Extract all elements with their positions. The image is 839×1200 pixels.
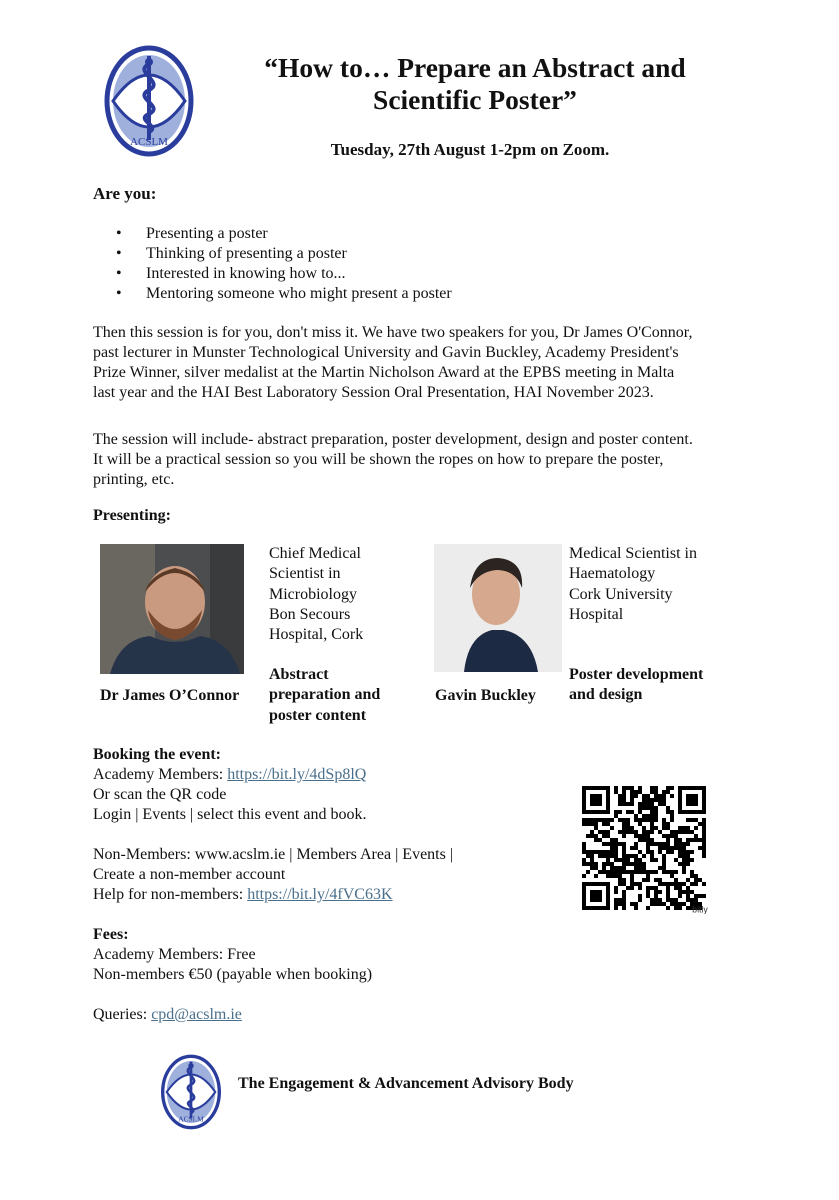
qr-code[interactable] — [578, 782, 716, 922]
queries-line — [93, 1005, 242, 1025]
event-date: Tuesday, 27th August 1-2pm on Zoom. — [330, 140, 610, 159]
help-line — [93, 885, 573, 905]
queries-email-link[interactable]: cpd@acslm.ie — [151, 1006, 242, 1023]
role-line: Hospital — [569, 605, 624, 623]
footer-acslm-logo — [160, 1050, 222, 1134]
acslm-logo — [103, 44, 195, 158]
footer-logo-label: ACSLM — [178, 1114, 204, 1124]
paragraph-line: Then this session is for you, don't miss it. We have two speakers for you, Dr James O'Connor, — [93, 324, 693, 341]
topic-line: Poster development — [569, 666, 704, 683]
login-instructions: Login | Events | select this event and book. — [93, 806, 367, 823]
list-item: • Interested in knowing how to... — [93, 264, 693, 284]
paragraph-line: It will be a practical session so you will be shown the ropes on how to prepare the poster, — [93, 451, 664, 468]
session-content — [93, 430, 753, 490]
session-description — [93, 323, 753, 403]
role-line: Scientist in — [269, 565, 341, 583]
speaker-topic-james — [269, 665, 429, 726]
logo-label: ACSLM — [130, 136, 168, 148]
fees-members: Academy Members: Free — [93, 946, 256, 963]
speaker-name-gavin: Gavin Buckley — [435, 687, 536, 704]
paragraph-line: printing, etc. — [93, 471, 175, 488]
list-item: • Thinking of presenting a poster — [93, 244, 693, 264]
speaker-photo-james — [100, 544, 244, 674]
fees-heading: Fees: — [93, 926, 129, 943]
role-line: Medical Scientist in — [569, 545, 697, 562]
list-item: • Mentoring someone who might present a poster — [93, 284, 693, 304]
qr-brand-label: bitly — [692, 904, 708, 914]
topic-line: preparation and — [269, 686, 381, 704]
nonmembers-line-2: Create a non-member account — [93, 866, 286, 883]
page-title — [200, 52, 750, 116]
nonmembers-line-1: Non-Members: www.acslm.ie | Members Area | Events | — [93, 846, 454, 863]
members-label: Academy Members: — [93, 766, 228, 783]
topic-line: poster content — [269, 706, 367, 724]
role-line: Hospital, Cork — [269, 626, 364, 644]
speaker-name-james: Dr James O’Connor — [100, 687, 240, 704]
paragraph-line: Prize Winner, silver medalist at the Martin Nicholson Award at the EPBS meeting in Malta — [93, 364, 675, 381]
role-line: Haematology — [569, 565, 656, 583]
help-link[interactable]: https://bit.ly/4fVC63K — [247, 886, 393, 903]
members-booking-line — [93, 765, 573, 785]
title-line-1: “How to… Prepare an Abstract and — [264, 52, 686, 83]
paragraph-line: past lecturer in Munster Technological University and Gavin Buckley, Academy President's — [93, 344, 679, 361]
speaker-role-gavin — [569, 544, 739, 625]
role-line: Microbiology — [269, 585, 357, 603]
speaker-topic-gavin — [569, 665, 739, 706]
queries-label: Queries: — [93, 1006, 152, 1023]
speaker-photo-gavin — [434, 544, 562, 672]
booking-section — [93, 745, 573, 905]
title-line-2: Scientific Poster” — [373, 84, 577, 115]
list-item: • Presenting a poster — [93, 224, 693, 244]
are-you-list — [93, 224, 693, 304]
help-label: Help for non-members: — [93, 886, 248, 903]
are-you-heading: Are you: — [93, 184, 157, 203]
fees-section — [93, 925, 573, 985]
topic-line: and design — [569, 686, 643, 704]
members-booking-link[interactable]: https://bit.ly/4dSp8lQ — [227, 766, 367, 783]
paragraph-line: The session will include- abstract preparation, poster development, design and poster content. — [93, 431, 693, 448]
footer-text: The Engagement & Advancement Advisory Body — [238, 1075, 574, 1092]
role-line: Bon Secours — [269, 605, 351, 623]
presenting-heading: Presenting: — [93, 507, 171, 524]
fees-nonmembers: Non-members €50 (payable when booking) — [93, 966, 373, 983]
topic-line: Abstract — [269, 666, 329, 683]
role-line: Chief Medical — [269, 545, 361, 562]
paragraph-line: last year and the HAI Best Laboratory Session Oral Presentation, HAI November 2023. — [93, 384, 654, 401]
scan-qr-text: Or scan the QR code — [93, 786, 227, 803]
role-line: Cork University — [569, 585, 673, 603]
booking-heading: Booking the event: — [93, 746, 221, 763]
speaker-role-james — [269, 544, 429, 645]
